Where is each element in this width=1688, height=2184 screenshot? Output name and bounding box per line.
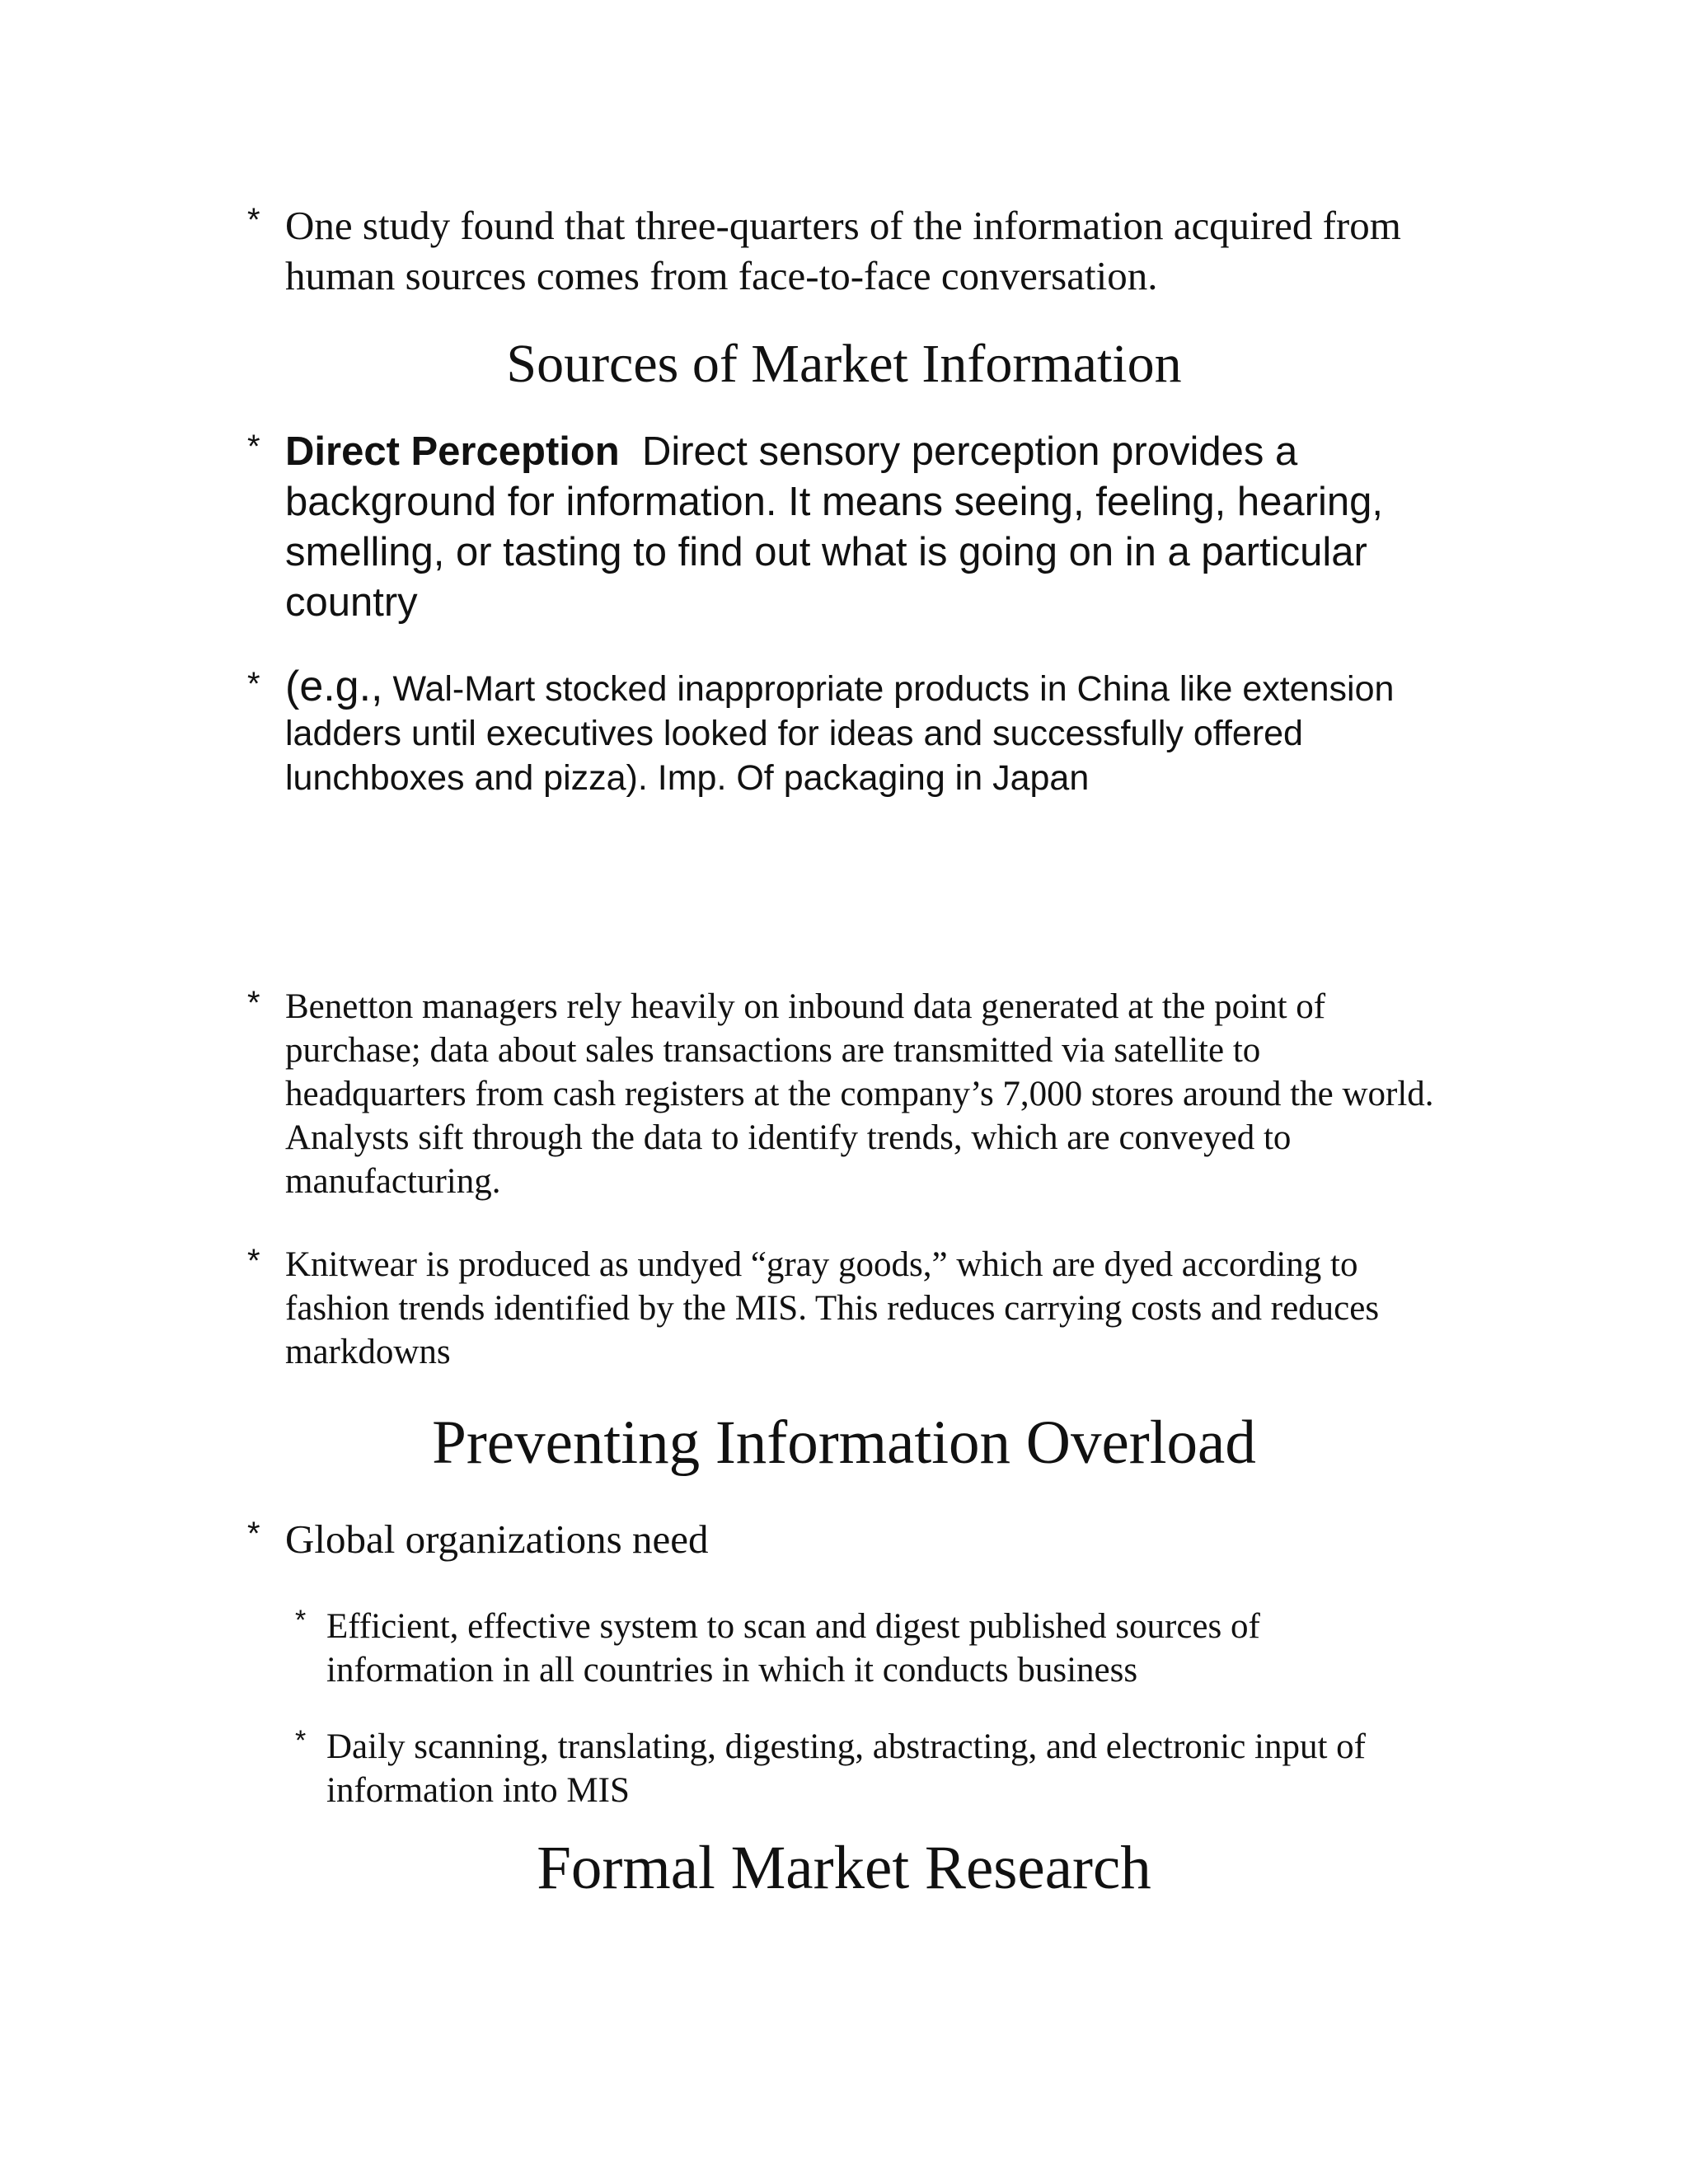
bullet-walmart-example (247, 664, 1434, 800)
bullet-text (285, 664, 1434, 800)
bullet-text: Knitwear is produced as undyed “gray goods,” which are dyed according to fashion trends identified by the MIS. This reduces carrying costs and reduces markdowns (285, 1245, 1380, 1371)
bullet-benetton (247, 985, 1434, 1203)
bullet-star: * (247, 1243, 260, 1279)
walmart-example-text: Wal-Mart stocked inappropriate products in China like extension ladders until executives looked for ideas and successfully offered lunchboxes and pizza). Imp. Of packaging in Japan (285, 669, 1395, 798)
bullet-knitwear (247, 1243, 1434, 1374)
bullet-star: * (247, 429, 260, 465)
heading-information-overload: Preventing Information Overload (432, 1408, 1256, 1477)
bullet-text: Daily scanning, translating, digesting, abstracting, and electronic input of information into MIS (326, 1727, 1367, 1810)
bullet-star: * (247, 666, 260, 702)
subbullet-efficient-system (295, 1605, 1416, 1692)
bullet-study (247, 200, 1434, 301)
bullet-text: Efficient, effective system to scan and digest published sources of information in all countries in which it conducts business (326, 1607, 1260, 1690)
bullet-star: * (295, 1725, 307, 1756)
bullet-star: * (247, 985, 260, 1021)
bullet-text: One study found that three-quarters of the information acquired from human sources comes from face-to-face conversation. (285, 203, 1401, 298)
bullet-star: * (295, 1605, 307, 1636)
bullet-star: * (247, 1516, 260, 1552)
bullet-text (285, 427, 1434, 628)
direct-perception-description: Direct sensory perception provides a background for information. It means seeing, feeling, hearing, smelling, or tasting to find out what is going on in a particular country (285, 429, 1383, 625)
bullet-star: * (247, 202, 260, 238)
bullet-global-organizations (247, 1514, 1434, 1564)
bullet-direct-perception (247, 427, 1434, 628)
term-direct-perception: Direct Perception (285, 429, 620, 474)
subbullet-daily-scanning (295, 1725, 1416, 1812)
heading-formal-market-research: Formal Market Research (537, 1834, 1151, 1902)
eg-label: (e.g., (285, 663, 383, 710)
bullet-text: Benetton managers rely heavily on inbound data generated at the point of purchase; data about sales transactions are transmitted via satellite to headquarters from cash registers at the company’s 7,000 stores around the world. Analysts sift through the data to identify trends, which are conveyed to manufacturing. (285, 987, 1434, 1201)
heading-sources: Sources of Market Information (506, 334, 1182, 394)
bullet-text: Global organizations need (285, 1516, 709, 1562)
